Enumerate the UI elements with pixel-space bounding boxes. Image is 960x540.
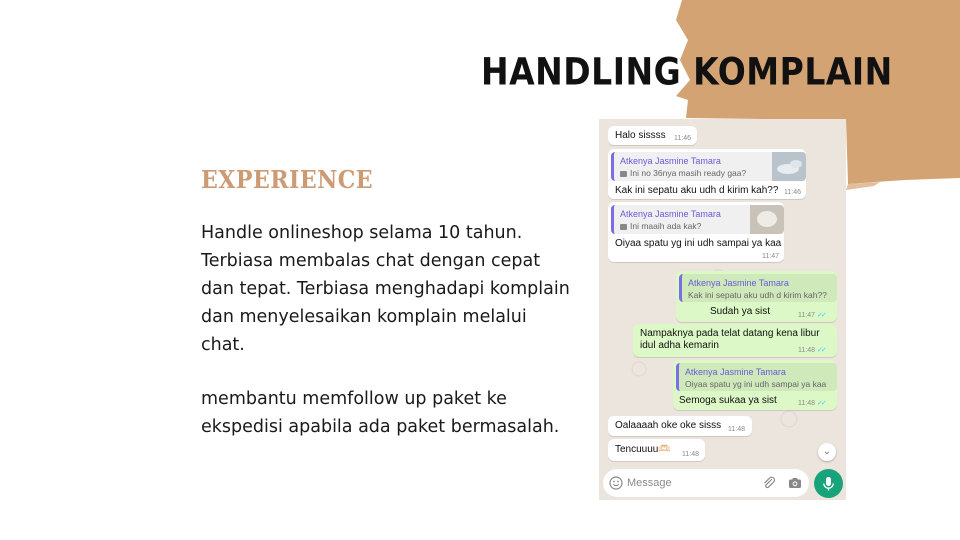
chat-message[interactable] — [633, 324, 837, 357]
photo-thumbnail — [750, 205, 784, 234]
paperclip-icon[interactable] — [762, 476, 776, 490]
mic-button[interactable] — [814, 469, 843, 498]
followup-paragraph: membantu memfollow up paket ke ekspedisi apabila ada paket bermasalah. — [201, 389, 560, 437]
quote-preview — [620, 221, 701, 231]
double-chevron-down-icon[interactable]: ⌄ — [818, 443, 836, 461]
message-text: Oalaaaah oke oke sisss — [615, 420, 722, 431]
quoted-message[interactable] — [611, 152, 806, 181]
chat-message[interactable] — [673, 360, 837, 410]
chat-screenshot — [599, 119, 846, 500]
emoji-icon[interactable] — [609, 476, 623, 490]
quote-sender: Atkenya Jasmine Tamara — [688, 278, 789, 288]
chat-message[interactable] — [608, 439, 705, 461]
message-text: Halo sissss — [615, 130, 666, 141]
message-text: Kak ini sepatu aku udh d kirim kah?? — [615, 185, 779, 196]
read-ticks-icon: ✓✓ — [817, 347, 825, 354]
photo-icon — [620, 224, 627, 230]
read-ticks-icon: ✓✓ — [817, 400, 825, 407]
message-time: 11:48 — [798, 400, 815, 407]
message-meta — [798, 346, 825, 354]
quote-sender: Atkenya Jasmine Tamara — [620, 209, 721, 219]
quote-text: Oiyaa spatu yg ini udh sampai ya kaa — [685, 379, 827, 389]
message-meta — [798, 311, 825, 319]
camera-icon[interactable] — [788, 476, 802, 490]
quote-text: Ini no 36nya masih ready gaa? — [630, 168, 747, 178]
message-text: Sudah ya sist — [710, 306, 771, 317]
photo-icon — [620, 171, 627, 177]
message-input-bar — [603, 469, 809, 497]
quote-preview — [620, 168, 746, 178]
message-text: idul adha kemarin — [640, 340, 719, 351]
message-text: Nampaknya pada telat datang kena libur — [640, 328, 820, 339]
message-time: 11:46 — [674, 135, 691, 142]
message-time: 11:48 — [728, 426, 745, 433]
chat-message[interactable] — [608, 202, 784, 262]
message-time: 11:48 — [798, 347, 815, 354]
experience-paragraph: Handle onlineshop selama 10 tahun. Terbiasa membalas chat dengan cepat dan tepat. Terbiasa menghadapi komplain dan menyelesaikan komplain melalui chat. — [201, 223, 570, 355]
read-ticks-icon: ✓✓ — [817, 312, 825, 319]
quoted-message[interactable] — [676, 363, 837, 391]
message-meta — [798, 399, 825, 407]
message-time: 11:46 — [784, 189, 801, 196]
message-input[interactable] — [627, 475, 747, 491]
chat-message[interactable] — [608, 126, 697, 145]
slide-title: HANDLING KOMPLAIN — [481, 50, 893, 94]
photo-thumbnail — [772, 152, 806, 181]
quote-sender: Atkenya Jasmine Tamara — [620, 156, 721, 166]
message-time: 11:47 — [762, 253, 779, 260]
chat-message[interactable] — [676, 271, 837, 322]
section-heading: EXPERIENCE — [201, 165, 374, 194]
quote-text: Ini maaih ada kak? — [630, 221, 702, 231]
message-text: Oiyaa spatu yg ini udh sampai ya kaa — [615, 238, 782, 249]
message-time: 11:48 — [682, 451, 699, 458]
quote-text: Kak ini sepatu aku udh d kirim kah?? — [688, 290, 827, 300]
message-time: 11:47 — [798, 312, 815, 319]
microphone-icon — [814, 469, 843, 498]
message-text: Semoga sukaa ya sist — [679, 395, 777, 406]
quote-sender: Atkenya Jasmine Tamara — [685, 367, 786, 377]
chat-message[interactable] — [608, 416, 752, 436]
chat-message[interactable] — [608, 149, 806, 199]
quoted-message[interactable] — [679, 274, 837, 302]
quoted-message[interactable] — [611, 205, 784, 234]
message-text: Tencuuuu🫶🏻 — [615, 444, 671, 455]
